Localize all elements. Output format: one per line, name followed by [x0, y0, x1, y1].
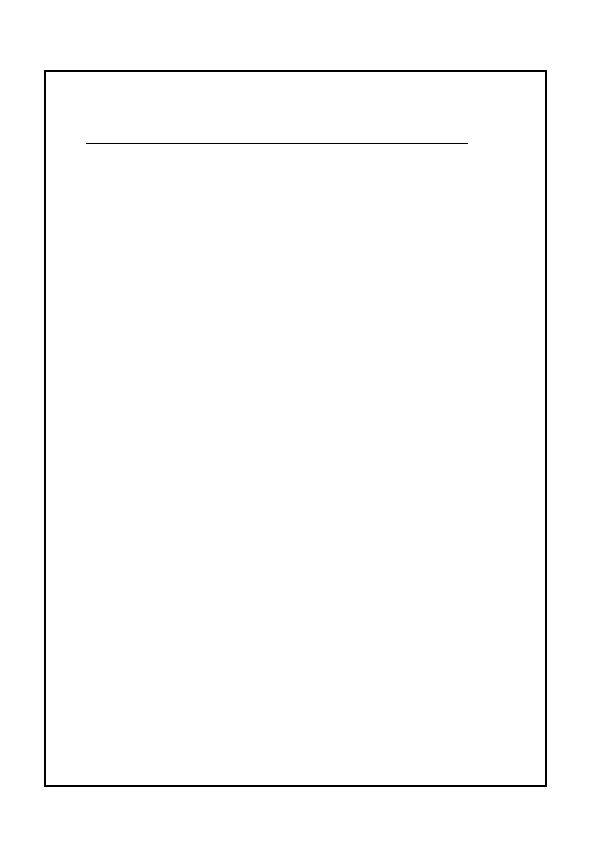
title-underline: [86, 143, 468, 144]
page-border: [44, 70, 547, 787]
